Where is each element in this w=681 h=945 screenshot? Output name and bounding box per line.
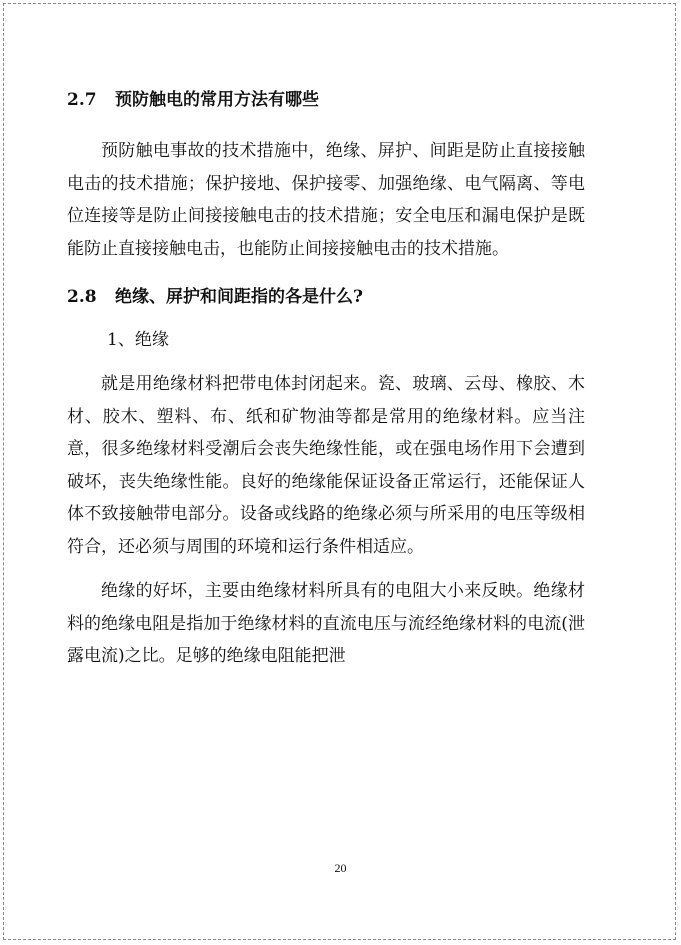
section-number: 2.7 xyxy=(67,90,97,110)
subheading-insulation: 1、绝缘 xyxy=(107,330,169,350)
section-title: 预防触电的常用方法有哪些 xyxy=(115,90,319,110)
section-title: 绝缘、屏护和间距指的各是什么? xyxy=(115,287,363,307)
page-number: 20 xyxy=(334,861,347,875)
paragraph-insulation-resistance: 绝缘的好坏，主要由绝缘材料所具有的电阻大小来反映。绝缘材料的绝缘电阻是指加于绝缘材料的直流电压与流经绝缘材料的电流(泄露电流)之比。足够的绝缘电阻能把泄 xyxy=(67,581,585,666)
paragraph-insulation-definition: 就是用绝缘材料把带电体封闭起来。瓷、玻璃、云母、橡胶、木材、胶木、塑料、布、纸和矿物油等都是常用的绝缘材料。应当注意，很多绝缘材料受潮后会丧失绝缘性能，或在强电场作用下会遭到破坏，丧失绝缘性能。良好的绝缘能保证设备正常运行，还能保证人体不致接触带电部分。设备或线路的绝缘必须与所采用的电压等级相符合，还必须与周围的环境和运行条件相适应。 xyxy=(67,374,585,557)
section-heading-2-8 xyxy=(67,282,585,312)
section-number: 2.8 xyxy=(67,287,97,307)
paragraph-prevention-measures: 预防触电事故的技术措施中，绝缘、屏护、间距是防止直接接触电击的技术措施；保护接地、保护接零、加强绝缘、电气隔离、等电位连接等是防止间接接触电击的技术措施；安全电压和漏电保护是既能防止直接接触电击，也能防止间接接触电击的技术措施。 xyxy=(67,141,585,259)
document-body xyxy=(67,85,585,673)
section-heading-2-7 xyxy=(67,85,585,115)
